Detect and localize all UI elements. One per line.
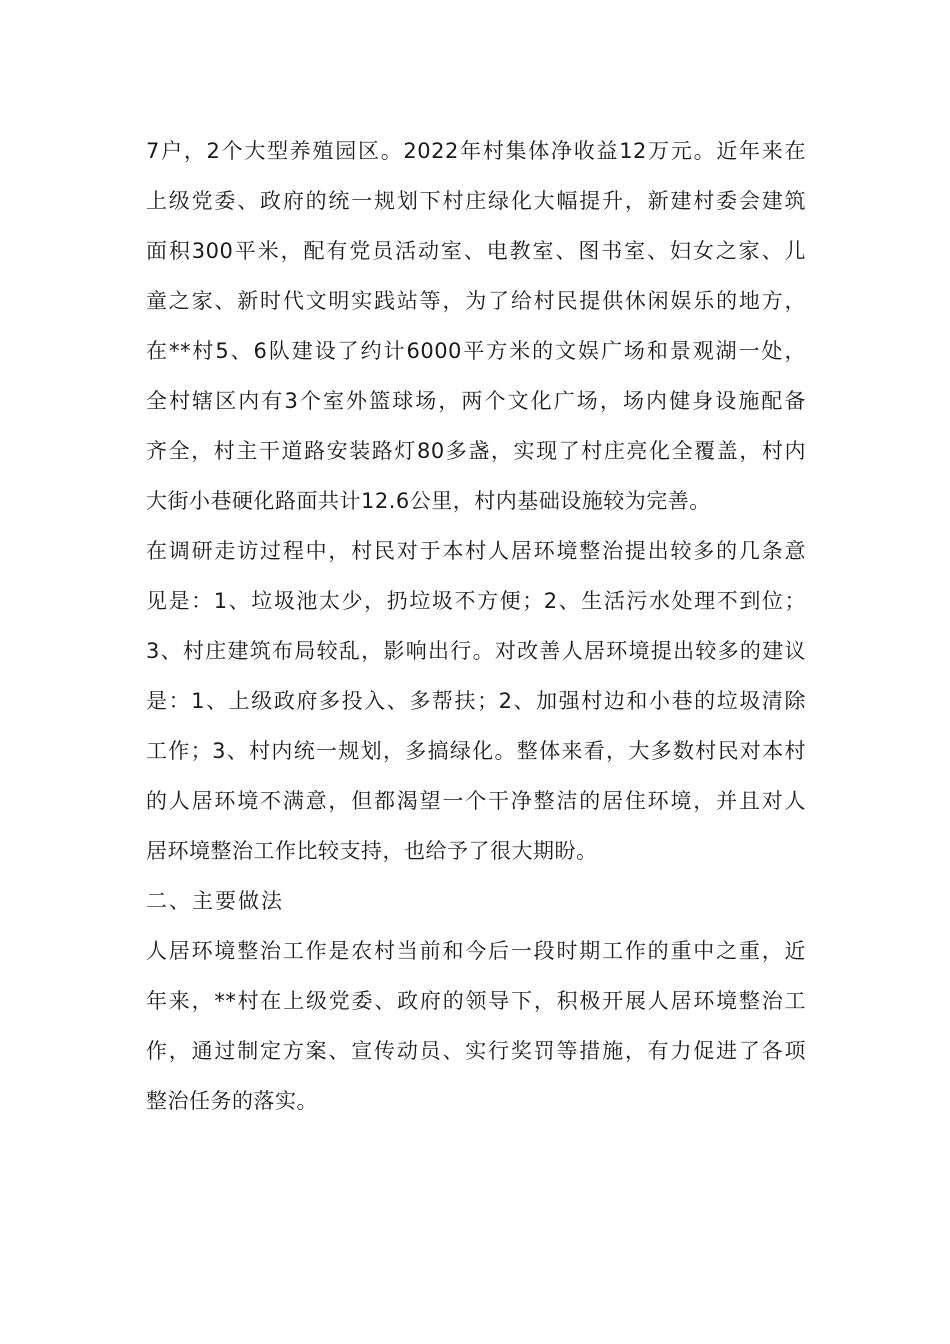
text-line: 工作；3、村内统一规划，多搞绿化。整体来看，大多数村民对本村 [146,739,806,763]
text-line: 是：1、上级政府多投入、多帮扶；2、加强村边和小巷的垃圾清除 [146,689,806,713]
text-line: 童之家、新时代文明实践站等，为了给村民提供休闲娱乐的地方， [146,289,806,313]
text-line: 见是：1、垃圾池太少，扔垃圾不方便；2、生活污水处理不到位； [146,589,806,613]
text-line: 的人居环境不满意，但都渴望一个干净整洁的居住环境，并且对人 [146,789,806,813]
text-line: 人居环境整治工作是农村当前和今后一段时期工作的重中之重，近 [146,939,806,963]
text-line: 全村辖区内有3个室外篮球场，两个文化广场，场内健身设施配备 [146,389,806,413]
text-line: 整治任务的落实。 [146,1089,318,1113]
text-line: 在**村5、6队建设了约计6000平方米的文娱广场和景观湖一处， [146,339,806,363]
document-body [146,126,806,1126]
section-heading: 二、主要做法 [146,889,284,913]
text-line: 大街小巷硬化路面共计12.6公里，村内基础设施较为完善。 [146,489,711,513]
text-line: 作，通过制定方案、宣传动员、实行奖罚等措施，有力促进了各项 [146,1039,806,1063]
text-line: 居环境整治工作比较支持，也给予了很大期盼。 [146,839,598,863]
text-line: 年来，**村在上级党委、政府的领导下，积极开展人居环境整治工 [146,989,806,1013]
paragraph-village-overview [146,126,806,526]
paragraph-main-practices [146,926,806,1126]
text-line: 7户，2个大型养殖园区。2022年村集体净收益12万元。近年来在 [146,139,806,163]
text-line: 在调研走访过程中，村民对于本村人居环境整治提出较多的几条意 [146,539,806,563]
text-line: 面积300平米，配有党员活动室、电教室、图书室、妇女之家、儿 [146,239,806,263]
text-line: 3、村庄建筑布局较乱，影响出行。对改善人居环境提出较多的建议 [146,639,806,663]
paragraph-survey-feedback [146,526,806,876]
text-line: 上级党委、政府的统一规划下村庄绿化大幅提升，新建村委会建筑 [146,189,806,213]
text-line: 齐全，村主干道路安装路灯80多盏，实现了村庄亮化全覆盖，村内 [146,439,806,463]
